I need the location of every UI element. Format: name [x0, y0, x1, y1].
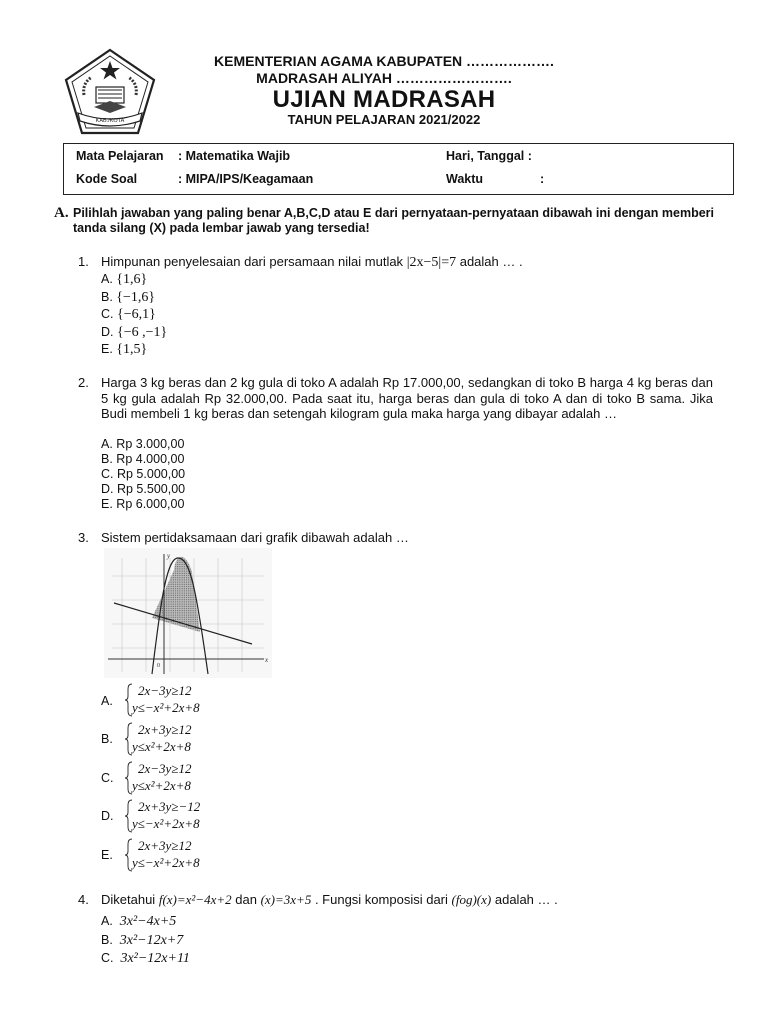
q4-option-a-letter: A.: [101, 914, 113, 928]
q1-option-b[interactable]: [101, 290, 155, 306]
q3-option-e-system: [124, 838, 264, 874]
q4-text-1: Diketahui: [101, 892, 156, 907]
q2-number: 2.: [78, 375, 89, 390]
q1-text-before: Himpunan penyelesaian dari persamaan nilai mutlak: [101, 254, 404, 269]
q4-option-c-letter: C.: [101, 951, 114, 965]
q2-option-d-letter: D.: [101, 482, 114, 496]
q4-option-c[interactable]: [101, 951, 190, 967]
q2-option-e-value: Rp 6.000,00: [116, 497, 185, 511]
y-axis-label: y: [167, 552, 171, 560]
q3-option-c-letter[interactable]: C.: [101, 771, 114, 785]
q3-option-b-letter[interactable]: B.: [101, 732, 113, 746]
q3-option-e-letter[interactable]: E.: [101, 848, 113, 862]
q4-option-a-value: 3x²−4x+5: [119, 914, 177, 929]
q1-option-c[interactable]: [101, 307, 156, 323]
q2-option-b[interactable]: [101, 452, 184, 466]
q1-option-d-letter: D.: [101, 325, 114, 339]
q2-option-e-letter: E.: [101, 497, 113, 511]
q2-option-a-letter: A.: [101, 437, 113, 451]
q2-option-b-value: Rp 4.000,00: [116, 452, 185, 466]
q3-option-a-letter[interactable]: A.: [101, 694, 113, 708]
q1-option-a-value: {1,6}: [116, 272, 148, 287]
q4-f-definition: f(x)=x²−4x+2: [158, 892, 232, 907]
subject-value: : Matematika Wajib: [178, 149, 291, 163]
academic-year: TAHUN PELAJARAN 2021/2022: [287, 112, 481, 127]
ministry-heading: KEMENTERIAN AGAMA KABUPATEN ……………….: [214, 53, 554, 69]
q2-option-c-value: Rp 5.000,00: [116, 467, 186, 481]
section-letter: A.: [54, 205, 69, 221]
subject-label: Mata Pelajaran: [76, 149, 164, 163]
q1-option-a-letter: A.: [101, 272, 113, 286]
q3-text: Sistem pertidaksamaan dari grafik dibawah adalah …: [101, 530, 409, 545]
time-label: Waktu: [446, 172, 484, 186]
q2-option-a[interactable]: [101, 437, 184, 451]
q3-option-c-system: [124, 761, 264, 797]
day-date-label: Hari, Tanggal :: [446, 149, 532, 163]
q3-option-b-line2: y≤x²+2x+8: [132, 739, 191, 754]
q2-option-e[interactable]: [101, 497, 184, 511]
q1-text: [101, 254, 523, 271]
q1-option-a[interactable]: [101, 272, 147, 288]
q3-option-d-line2: y≤−x²+2x+8: [132, 816, 200, 831]
q1-option-b-letter: B.: [101, 290, 113, 304]
q1-option-d[interactable]: [101, 325, 167, 341]
exam-title: UJIAN MADRASAH: [272, 86, 496, 113]
q1-option-c-letter: C.: [101, 307, 114, 321]
q4-option-b[interactable]: [101, 933, 183, 949]
logo-ribbon-text: KAB./KOTA: [95, 118, 125, 124]
q2-option-c[interactable]: [101, 467, 185, 481]
q3-option-a-system: [124, 683, 264, 719]
q3-option-a-line1: 2x−3y≥12: [138, 683, 192, 698]
x-axis-label: x: [265, 656, 269, 664]
q3-option-d-line1: 2x+3y≥−12: [138, 799, 201, 814]
q3-option-c-line2: y≤x²+2x+8: [132, 778, 191, 793]
q4-text: [101, 892, 558, 908]
q1-option-c-value: {−6,1}: [116, 307, 156, 322]
q3-option-d-system: [124, 799, 264, 835]
q1-option-d-value: {−6 ,−1}: [116, 325, 168, 340]
time-separator: :: [540, 172, 545, 186]
q3-option-b-system: [124, 722, 264, 758]
q4-option-c-value: 3x²−12x+11: [120, 951, 190, 966]
q4-number: 4.: [78, 892, 89, 907]
q4-text-2: dan: [235, 892, 257, 907]
q1-option-e-value: {1,5}: [116, 342, 148, 357]
instructions-text: Pilihlah jawaban yang paling benar A,B,C,D atau E dari pernyataan-pernyataan dibawah ini dengan memberi tanda silang (X) pada lembar jawab yang tersedia!: [73, 206, 714, 235]
q2-option-d[interactable]: [101, 482, 185, 496]
code-value: : MIPA/IPS/Keagamaan: [178, 172, 314, 186]
q1-option-e[interactable]: [101, 342, 147, 358]
q3-option-d-letter[interactable]: D.: [101, 809, 114, 823]
q4-option-a[interactable]: [101, 914, 176, 930]
q3-option-b-line1: 2x+3y≥12: [138, 722, 192, 737]
q3-option-a-line2: y≤−x²+2x+8: [132, 700, 200, 715]
q2-text: Harga 3 kg beras dan 2 kg gula di toko A adalah Rp 17.000,00, sedangkan di toko B harga 4 kg beras dan 5 kg gula adalah Rp 32.000,00. Pada saat itu, harga beras dan gula di toko A dan di toko B sama. Jika Budi membeli 1 kg beras dan setengah kilogram gula maka harga yang dibayar adalah …: [101, 375, 713, 421]
q1-option-b-value: {−1,6}: [116, 290, 156, 305]
exam-info-box: [63, 143, 734, 195]
q4-text-3: . Fungsi komposisi dari: [314, 892, 448, 907]
code-label: Kode Soal: [76, 172, 138, 186]
q4-text-4: adalah … .: [494, 892, 558, 907]
q4-composition: (fog)(x): [451, 892, 492, 907]
q2-option-d-value: Rp 5.500,00: [116, 482, 186, 496]
q1-option-e-letter: E.: [101, 342, 113, 356]
q2-option-b-letter: B.: [101, 452, 113, 466]
q3-number: 3.: [78, 530, 89, 545]
q2-option-c-letter: C.: [101, 467, 114, 481]
q3-option-c-line1: 2x−3y≥12: [138, 761, 192, 776]
school-heading: MADRASAH ALIYAH …………………….: [256, 70, 512, 86]
q4-g-definition: (x)=3x+5: [260, 892, 312, 907]
q3-graph: [104, 548, 272, 678]
q4-option-b-value: 3x²−12x+7: [119, 933, 184, 948]
q2-option-a-value: Rp 3.000,00: [116, 437, 185, 451]
q1-number: 1.: [78, 254, 89, 269]
q3-option-e-line2: y≤−x²+2x+8: [132, 855, 200, 870]
q1-equation: |2x−5|=7: [406, 255, 457, 270]
q4-option-b-letter: B.: [101, 933, 113, 947]
q1-text-after: adalah … .: [459, 254, 523, 269]
origin-label: 0: [157, 663, 160, 669]
q3-option-e-line1: 2x+3y≥12: [138, 838, 192, 853]
